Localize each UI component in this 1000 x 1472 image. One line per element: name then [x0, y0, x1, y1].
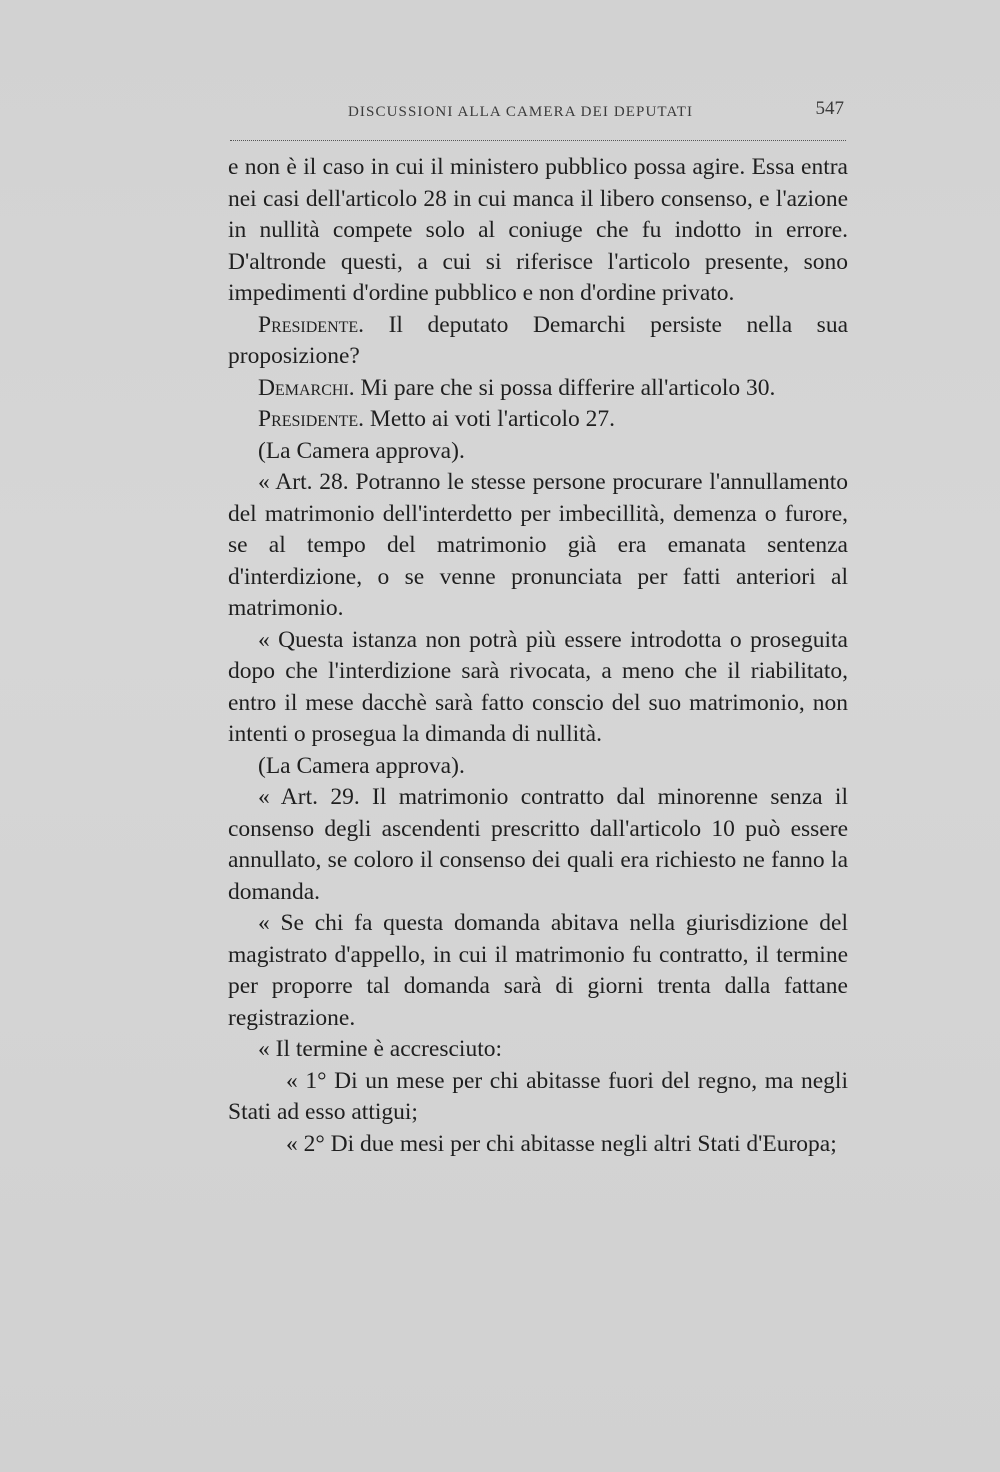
paragraph-text: « Art. 28. Potranno le stesse persone procurare l'annullamento del matrimonio dell'interdetto per imbecillità, demenza o furore, se al tempo del matrimonio già era emanata sentenza d'interdizione, o se venne pronunciata per fatti anteriori al matrimonio.: [228, 469, 848, 621]
paragraph: [228, 310, 848, 373]
paragraph-text: « Questa istanza non potrà più essere introdotta o proseguita dopo che l'interdizione sarà rivocata, a meno che il riabilitato, entro il mese dacchè sarà fatto conscio del suo matrimonio, non intenti o prosegua la dimanda di nullità.: [228, 626, 848, 747]
paragraph-text: « 1° Di un mese per chi abitasse fuori del regno, ma negli Stati ad esso attigui;: [228, 1067, 848, 1125]
paragraph: [228, 152, 848, 310]
paragraph-text: « Art. 29. Il matrimonio contratto dal minorenne senza il consenso degli ascendenti prescritto dall'articolo 10 può essere annullato, se coloro il consenso dei quali era richiesto ne fanno la domanda.: [228, 784, 848, 905]
paragraph: [228, 467, 848, 625]
paragraph-text: « Se chi fa questa domanda abitava nella giurisdizione del magistrato d'appello, in cui il matrimonio fu contratto, il termine per proporre tal domanda sarà di giorni trenta dalla fattane registrazione.: [228, 910, 848, 1031]
speaker-name: Presidente.: [258, 311, 365, 338]
paragraph: [228, 751, 848, 783]
body-text: [228, 152, 848, 1160]
paragraph-text: « 2° Di due mesi per chi abitasse negli altri Stati d'Europa;: [286, 1130, 837, 1157]
paragraph-text: Mi pare che si possa differire all'articolo 30.: [360, 374, 776, 401]
page-header: [228, 98, 850, 130]
page-number: 547: [815, 98, 844, 119]
paragraph: [228, 1034, 848, 1066]
paragraph-text: Metto ai voti l'articolo 27.: [369, 406, 615, 432]
paragraph-text: « Il termine è accresciuto:: [258, 1036, 503, 1062]
speaker-name: Demarchi.: [258, 374, 355, 401]
paragraph: [228, 404, 848, 436]
header-rule: [230, 140, 846, 141]
paragraph: [228, 436, 848, 468]
paragraph-text: (La Camera approva).: [258, 437, 465, 464]
paragraph: [228, 1066, 848, 1129]
paragraph-text: e non è il caso in cui il ministero pubblico possa agire. Essa entra nei casi dell'articolo 28 in cui manca il libero consenso, e l'azione in nullità compete solo al coniuge che fu indotto in errore. D'altronde questi, a cui si riferisce l'articolo presente, sono impedimenti d'ordine pubblico e non d'ordine privato.: [228, 154, 848, 306]
paragraph-text: (La Camera approva).: [258, 752, 465, 779]
paragraph: [228, 908, 848, 1034]
paragraph-text: Il deputato Demarchi persiste nella sua proposizione?: [228, 311, 849, 369]
paragraph: [228, 1129, 848, 1161]
paragraph: [228, 625, 848, 751]
running-head: DISCUSSIONI ALLA CAMERA DEI DEPUTATI: [348, 104, 694, 120]
paragraph: [228, 782, 848, 908]
paragraph: [228, 373, 848, 405]
speaker-name: Presidente.: [258, 406, 365, 432]
